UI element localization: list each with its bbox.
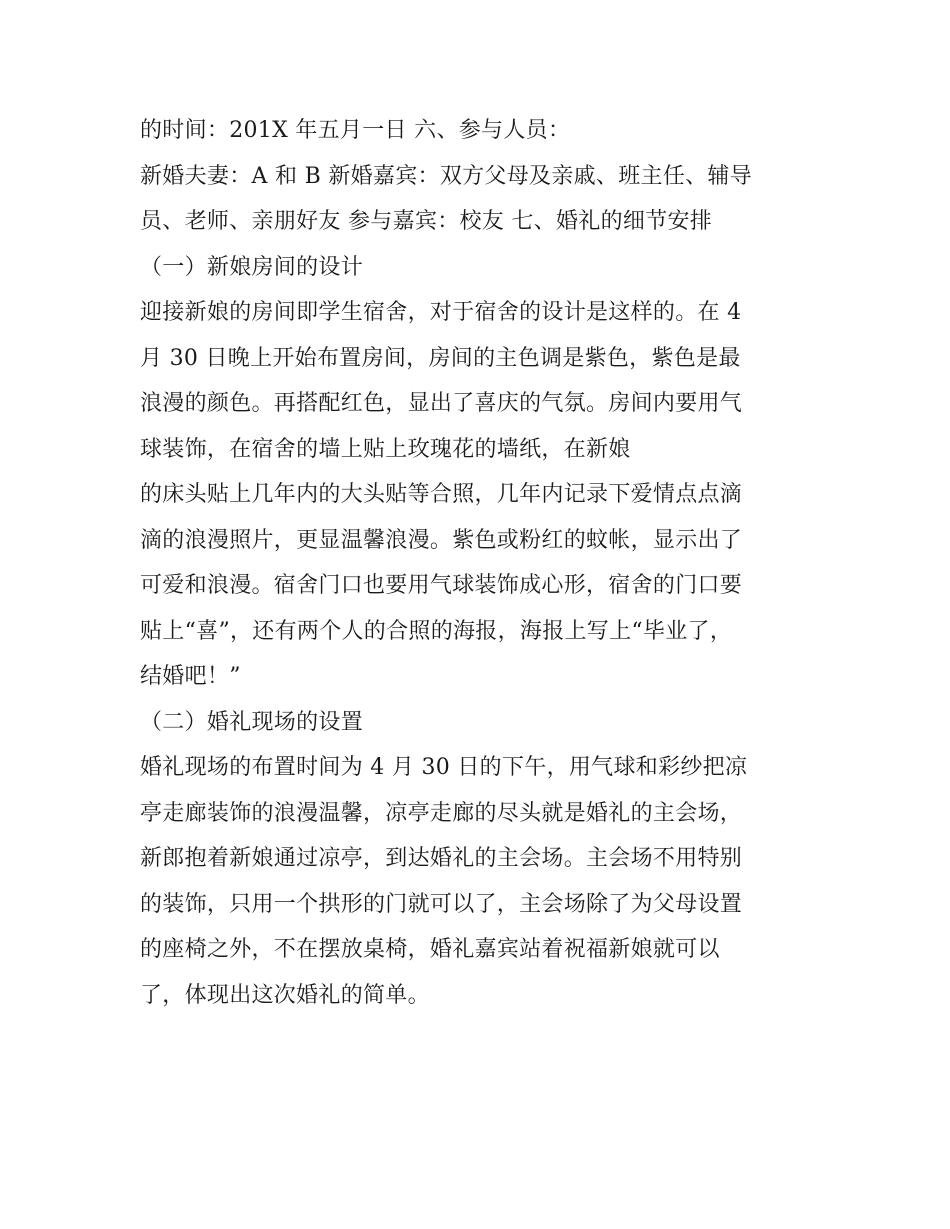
text-line: 可爱和浪漫。宿舍门口也要用气球装饰成心形，宿舍的门口要 xyxy=(140,573,743,598)
text-line: 浪漫的颜色。再搭配红色，显出了喜庆的气氛。房间内要用气 xyxy=(140,391,743,416)
section-heading: （一）新娘房间的设计 xyxy=(140,254,364,280)
text-line: 贴上“喜”，还有两个人的合照的海报，海报上写上“毕业了， xyxy=(140,618,733,644)
text-line: 的装饰，只用一个拱形的门就可以了，主会场除了为父母设置 xyxy=(140,891,743,917)
text-line: 滴的浪漫照片，更显温馨浪漫。紫色或粉红的蚊帐，显示出了 xyxy=(140,527,743,553)
text-line: 的座椅之外，不在摆放桌椅，婚礼嘉宾站着祝福新娘就可以 xyxy=(140,937,720,962)
text-line: 婚礼现场的布置时间为 4 月 30 日的下午，用气球和彩纱把凉 xyxy=(140,755,748,780)
text-line: 新郎抱着新娘通过凉亭，到达婚礼的主会场。主会场不用特别 xyxy=(140,846,743,871)
text-line: 月 30 日晚上开始布置房间，房间的主色调是紫色，紫色是最 xyxy=(140,345,741,371)
text-line: 的床头贴上几年内的大头贴等合照，几年内记录下爱情点点滴 xyxy=(140,482,743,507)
text-line: 迎接新娘的房间即学生宿舍，对于宿舍的设计是这样的。在 4 xyxy=(140,300,742,325)
text-line: 亭走廊装饰的浪漫温馨，凉亭走廊的尽头就是婚礼的主会场， xyxy=(140,800,743,826)
document-body xyxy=(140,108,820,1018)
section-heading: （二）婚礼现场的设置 xyxy=(140,709,364,735)
text-line: 员、老师、亲朋好友 参与嘉宾：校友 七、婚礼的细节安排 xyxy=(140,209,713,234)
text-line: 新婚夫妻：A 和 B 新婚嘉宾：双方父母及亲戚、班主任、辅导 xyxy=(140,163,753,189)
text-line: 了，体现出这次婚礼的简单。 xyxy=(140,982,430,1008)
text-line: 的时间：201X 年五月一日 六、参与人员： xyxy=(140,118,571,143)
text-line: 球装饰，在宿舍的墙上贴上玫瑰花的墙纸，在新娘 xyxy=(140,436,631,462)
text-line: 结婚吧！” xyxy=(140,664,241,689)
